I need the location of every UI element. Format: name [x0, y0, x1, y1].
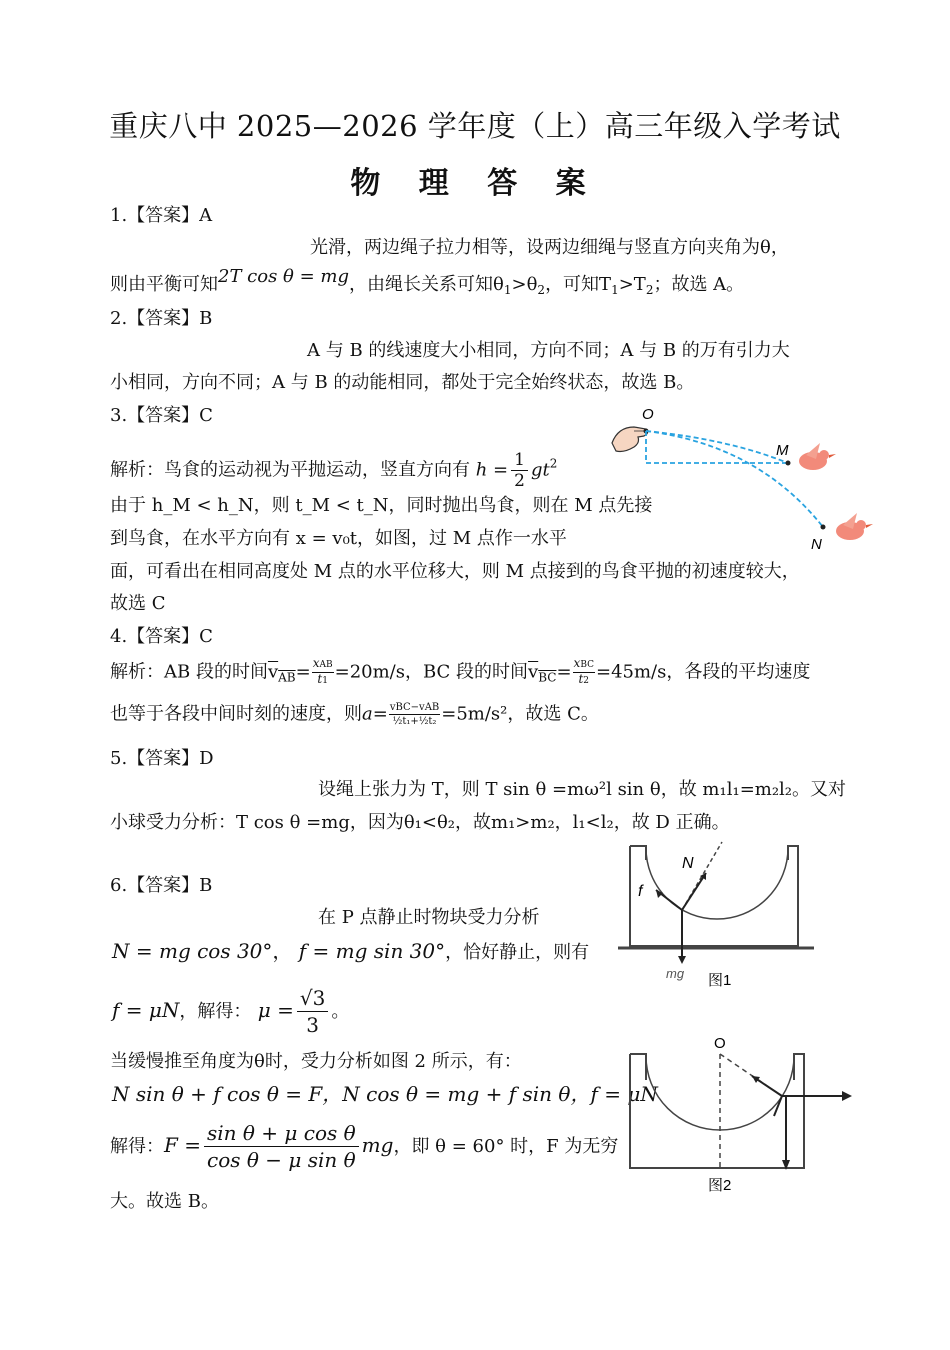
q5-text-line2: 小球受力分析：T cos θ =mg，因为θ₁<θ₂，故m₁>m₂，l₁<l₂，故 D 正确。 [110, 812, 730, 833]
hand-icon [612, 427, 648, 452]
q6-text-line7: 大。故选 B。 [110, 1191, 219, 1212]
bird-icon-lower [836, 513, 873, 540]
q6-force-fraction: $\frac{\text{sin θ + μ cos θ}}{\text{cos θ − μ sin θ}}$ [204, 1120, 359, 1173]
q4-text-line1: 解析：AB 段的时间$\overline{v}_{\overline{AB}}=$ $\frac{\text{xAB}}{t1}$ =20m/s，BC 段的时间$\overline{v}_{\overline{BC}}=$ $\frac{\text{xBC}}{t2}$ =45m/s，各段的平均速度 [110, 656, 811, 686]
q4-fraction-ab: $\frac{\text{xAB}}{t1}$ [312, 656, 333, 686]
q3-text-line2: 由于 h_M < h_N，则 t_M < t_N，同时抛出鸟食，则在 M 点先接 [110, 495, 653, 516]
q3-text-line3: 到鸟食，在水平方向有 x = v₀t，如图，过 M 点作一水平 [110, 528, 567, 549]
q3-heading: 3.【答案】C [110, 405, 213, 426]
fig-label-o: O [642, 406, 654, 423]
q1-pre: 则由平衡可知 [110, 274, 218, 295]
q6-heading: 6.【答案】B [110, 875, 213, 896]
fig1-label-n: N [682, 855, 694, 872]
q1-equation: 2T cos θ = mg [218, 266, 350, 287]
q1-heading: 1.【答案】A [110, 205, 213, 226]
q6-text-line3: f = μN，解得： μ = $\frac{√3}{3}$ 。 [112, 986, 350, 1037]
q4-fraction-bc: $\frac{\text{xBC}}{t2}$ [573, 656, 594, 686]
fig-label-m: M [776, 442, 789, 459]
q2-heading: 2.【答案】B [110, 308, 213, 329]
page-subtitle: 物 理 答 案 [350, 166, 600, 201]
q1-text-line1: 光滑，两边绳子拉力相等，设两边细绳与竖直方向夹角为θ， [310, 237, 789, 258]
q4-text-line2: 也等于各段中间时刻的速度，则a= $\frac{\text{vBC−vAB}}{\text{½t₁+½t₂}}$ =5m/s²，故选 C。 [110, 702, 599, 727]
q6-text-line1: 在 P 点静止时物块受力分析 [318, 907, 540, 928]
q5-text-line1: 设绳上张力为 T，则 T sin θ =mω²l sin θ，故 m₁l₁=m₂l₂。又对 [318, 779, 847, 800]
q5-heading: 5.【答案】D [110, 748, 214, 769]
q6-figure-2 [618, 1030, 858, 1200]
q6-mu-fraction: $\frac{√3}{3}$ [297, 985, 328, 1038]
fig2-caption: 图2 [708, 1177, 732, 1194]
bird-icon-upper [799, 443, 836, 470]
q3-text-line5: 故选 C [110, 593, 166, 614]
fig-label-n: N [811, 536, 822, 553]
q3-text-line4: 面，可看出在相同高度处 M 点的水平位移大，则 M 点接到的鸟食平抛的初速度较大， [110, 561, 800, 582]
fig2-label-o: O [714, 1035, 726, 1052]
q3-text-line1: 解析：鸟食的运动视为平抛运动，竖直方向有 h = $\frac{1}{2}$ $gt^2$ [110, 450, 558, 491]
q4-acceleration-fraction: $\frac{\text{vBC−vAB}}{\text{½t₁+½t₂}}$ [389, 702, 440, 727]
page-title: 重庆八中 2025—2026 学年度（上）高三年级入学考试 [109, 109, 841, 143]
q6-text-line4: 当缓慢推至角度为θ时，受力分析如图 2 所示，有： [110, 1051, 522, 1072]
fig1-caption: 图1 [708, 972, 732, 989]
fig1-label-mg: mg [666, 966, 685, 981]
fig1-label-f: f [638, 883, 643, 900]
q6-text-line6: 解得：F = $\frac{\text{sin θ + μ cos θ}}{\text{cos θ − μ sin θ}}$ mg，即 θ = 60° 时，F 为无穷 [110, 1121, 619, 1172]
q6-text-line5: N sin θ + f cos θ = F，N cos θ = mg + f sin θ，f = μN [112, 1082, 658, 1106]
q2-text-line2: 小相同，方向不同；A 与 B 的动能相同，都处于完全始终状态，故选 B。 [110, 372, 695, 393]
q4-heading: 4.【答案】C [110, 626, 213, 647]
q3-figure [608, 405, 878, 555]
q2-text-line1: A 与 B 的线速度大小相同，方向不同；A 与 B 的万有引力大 [307, 340, 790, 361]
q6-figure-1 [618, 838, 828, 998]
q3-half-fraction: $\frac{1}{2}$ [511, 450, 528, 491]
q1-text-line2: 则由平衡可知2T cos θ = mg，由绳长关系可知$\theta_1>\theta_2$，可知$T_1>T_2$；故选 A。 [110, 266, 745, 297]
q6-text-line2: N = mg cos 30°， f = mg sin 30°，恰好静止，则有 [112, 939, 590, 963]
